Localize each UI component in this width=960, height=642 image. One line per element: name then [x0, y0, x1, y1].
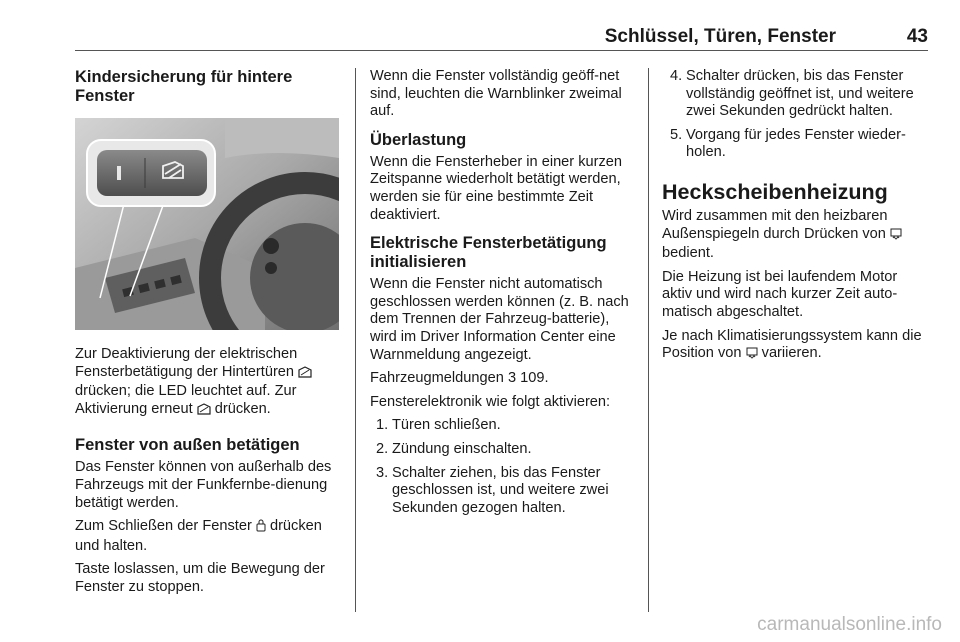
key-fob-lock-icon	[256, 518, 266, 538]
paragraph: Wenn die Fenster vollständig geöff-net sind, leuchten die Warnblinker zweimal auf.	[370, 68, 622, 120]
steps-list-continued	[662, 68, 930, 162]
paragraph-close-window: Zum Schließen der Fenster drücken und halten.	[75, 518, 322, 554]
paragraph: Das Fenster können von außerhalb des Fahrzeugs mit der Funkfernbe-dienung betätigt werden.	[75, 459, 332, 511]
list-item: 2. Zündung einschalten.	[376, 440, 532, 457]
section-heading-initialize: Elektrische Fensterbetätigung initialisieren	[370, 234, 607, 272]
paragraph: Fensterelektronik wie folgt aktivieren:	[370, 393, 611, 410]
steps-list	[370, 417, 638, 517]
rear-window-heating-icon	[890, 228, 902, 246]
header-title: Schlüssel, Türen, Fenster	[604, 26, 836, 47]
paragraph-heating-position: Je nach Klimatisierungssystem kann die Position von variieren.	[662, 328, 930, 365]
column-2	[370, 68, 638, 523]
section-heading-overload: Überlastung	[370, 130, 467, 149]
column-3	[662, 68, 930, 371]
rear-window-heating-icon	[746, 347, 758, 365]
child-lock-window-icon	[197, 403, 211, 421]
caption-deactivate: Zur Deaktivierung der elektrischen Fensterbetätigung der Hintertüren drücken; die LED leuchtet auf. Zur Aktivierung erneut drücken.	[75, 346, 343, 420]
door-panel-drawing	[75, 118, 339, 330]
section-heading-child-lock: Kindersicherung für hintere Fenster	[75, 68, 293, 105]
list-item: 4. Schalter drücken, bis das Fenster vollständig geöffnet ist, und weitere zwei Sekunden gedrückt halten.	[670, 68, 914, 120]
page-number: 43	[906, 26, 928, 47]
section-heading-remote-window: Fenster von außen betätigen	[75, 436, 300, 455]
paragraph: Die Heizung ist bei laufendem Motor aktiv und wird nach kurzer Zeit auto-matisch abgeschaltet.	[662, 268, 898, 320]
list-item: 1. Türen schließen.	[376, 417, 501, 434]
page-reference-arrow: 3	[507, 370, 517, 387]
list-item: 5. Vorgang für jedes Fenster wieder-holen.	[670, 126, 906, 161]
watermark: carmanualsonline.info	[757, 614, 942, 635]
header-rule	[75, 50, 928, 51]
section-heading-rear-heating: Heckscheibenheizung	[662, 179, 888, 204]
child-lock-window-icon	[298, 366, 312, 384]
paragraph: Wenn die Fensterheber in einer kurzen Zeitspanne wiederholt betätigt werden, werden sie für eine bestimmte Zeit deaktiviert.	[370, 153, 623, 223]
paragraph-rear-heating: Wird zusammen mit den heizbaren Außenspiegeln durch Drücken von bedient.	[662, 208, 930, 263]
paragraph-vehicle-messages: Fahrzeugmeldungen 3 109.	[370, 370, 549, 387]
page-header	[75, 24, 928, 50]
paragraph: Wenn die Fenster nicht automatisch geschlossen werden können (z. B. nach dem Trennen der Fahrzeug-batterie), wird im Driver Information Center eine Warnmeldung angezeigt.	[370, 276, 629, 363]
column-1	[75, 68, 343, 603]
list-item: 3. Schalter ziehen, bis das Fenster geschlossen ist, und weitere zwei Sekunden gezogen halten.	[376, 464, 609, 516]
paragraph: Taste loslassen, um die Bewegung der Fenster zu stoppen.	[75, 561, 325, 595]
column-divider	[355, 68, 356, 612]
column-divider	[648, 68, 649, 612]
child-lock-switch-illustration	[75, 118, 339, 330]
